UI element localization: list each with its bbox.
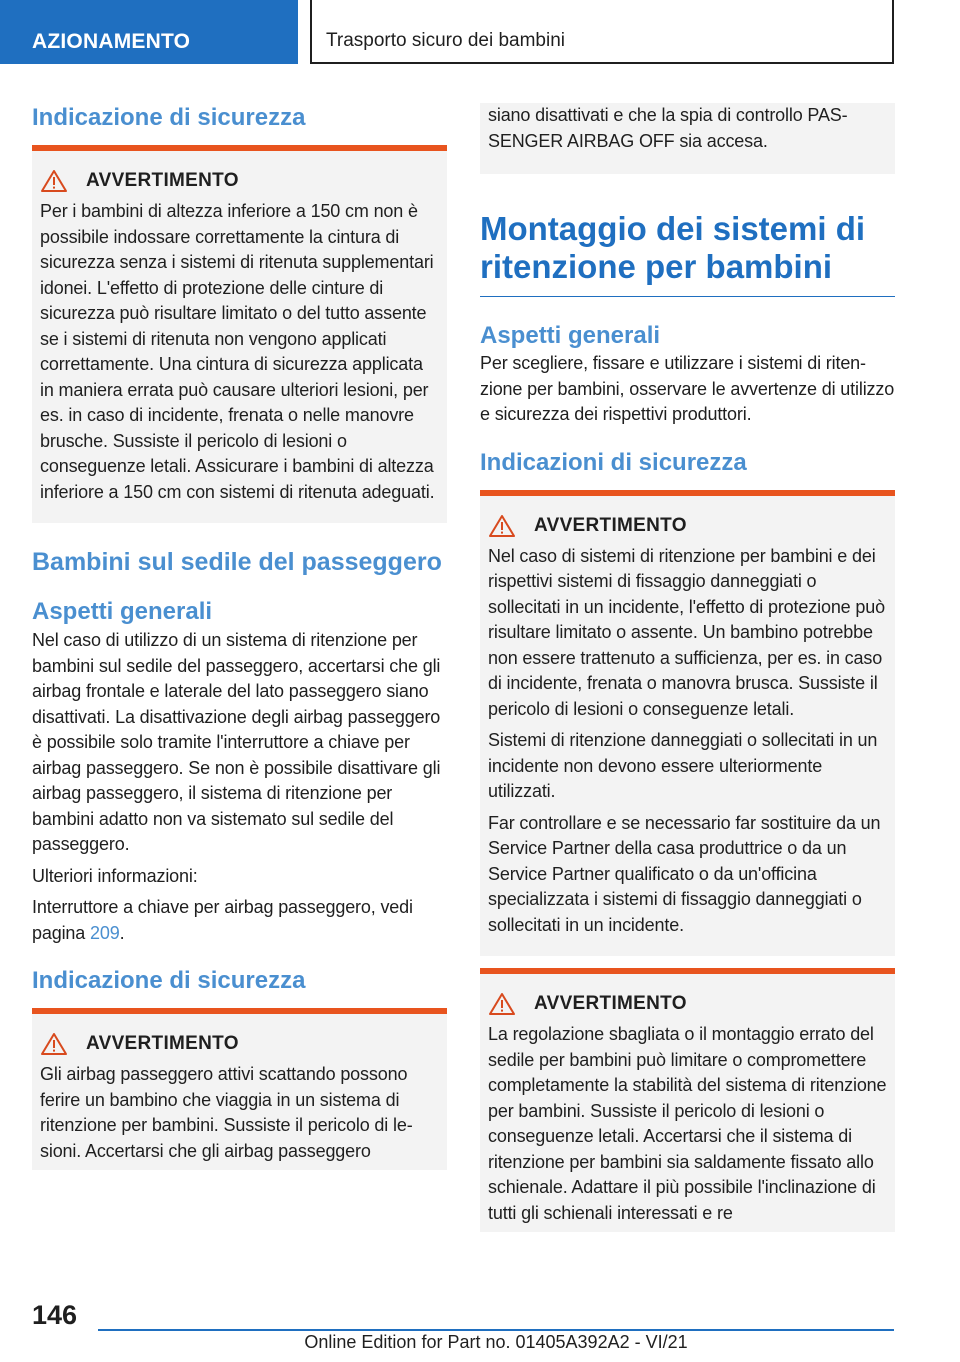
section-heading-safety-plural: Indicazioni di sicurezza	[480, 448, 747, 476]
warning-title: AVVERTIMENTO	[86, 170, 239, 191]
paragraph-more-info: Ulteriori informazioni:	[32, 865, 198, 886]
section-heading-passenger-seat: Bambini sul sedile del passeggero	[32, 548, 442, 576]
section-heading-safety-2: Indicazione di sicurezza	[32, 967, 306, 994]
warning-triangle-icon	[488, 514, 516, 538]
warning-text: Nel caso di sistemi di ritenzione per bambini e dei rispettivi sistemi di fissaggio danneggiati o sollecitati in un incidente, l'effetto di protezione può risultare limitato o assente. Un bambino potrebbe non essere trattenuto a sufficienza, per es. in caso di incidente, frenata o manovra brusca. Sussiste il pericolo di lesioni o conseguenze letali.	[488, 545, 885, 719]
left-column	[32, 0, 447, 1170]
footer-rule	[98, 1329, 894, 1331]
header-title: Trasporto sicuro dei bambini	[326, 30, 566, 51]
right-column	[480, 0, 895, 1232]
warning-text: Sistemi di ritenzione danneggiati o sollecitati in un incidente non devono essere ulteriormente utilizzati.	[488, 730, 878, 801]
reference-text: Interruttore a chiave per airbag passeggero, vedi pagina	[32, 897, 413, 943]
subheading-general: Aspetti generali	[32, 598, 213, 625]
page-number: 146	[32, 1300, 78, 1330]
subheading-general: Aspetti generali	[480, 322, 661, 349]
paragraph-passenger-seat: Nel caso di utilizzo di un sistema di ritenzione per bambini sul sedile del passeggero, accertarsi che gli airbag frontale e laterale del lato passeggero siano disattivati. La disattivazione degli airbag passeggero è possibile solo tramite l'interruttore a chiave per airbag passeggero. Se non è possibile disattivare gli airbag passeggero, il sistema di ritenzione per bambini adatto non va sistemato sul sedile del passeggero.	[32, 630, 441, 854]
continuation-text: siano disattivati e che la spia di controllo PASSENGER AIRBAG OFF sia accesa.	[488, 105, 848, 151]
warning-text: Gli airbag passeggero attivi scattando possono ferire un bambino che viaggia in un sistema di ritenzione per bambini. Sussiste il pericolo di lesioni. Accertarsi che gli airbag passeggero	[40, 1064, 413, 1161]
warning-box	[480, 968, 895, 1232]
page-link[interactable]: 209	[90, 922, 120, 943]
paragraph-reference	[32, 895, 447, 946]
paragraph-general: Per scegliere, fissare e utilizzare i sistemi di ritenzione per bambini, osservare le avvertenze di utilizzo e sicurezza dei rispettivi produttori.	[480, 353, 895, 424]
warning-triangle-icon	[488, 992, 516, 1016]
warning-box	[480, 490, 895, 957]
warning-text: Per i bambini di altezza inferiore a 150 cm non è possibile indossare correttamente la cintura di sicurezza senza i sistemi di ritenuta supplementari idonei. L'effetto di protezione delle cinture di sicurezza può risultare limitato o del tutto assente se i sistemi di ritenuta non vengono applicati correttamente. Una cintura di sicurezza applicata in maniera errata può causare ulteriori lesioni, per es. in caso di incidente, frenata o nelle manovre brusche. Sussiste il pericolo di lesioni o conseguenze letali. Assicurare i bambini di altezza inferiore a 150 cm con sistemi di ritenuta adeguati.	[40, 201, 435, 502]
warning-box	[32, 1008, 447, 1170]
footer-edition: Online Edition for Part no. 01405A392A2 - VI/21	[304, 1332, 688, 1352]
reference-suffix: .	[119, 922, 125, 943]
warning-continuation	[480, 103, 895, 174]
warning-box	[32, 145, 447, 523]
warning-title: AVVERTIMENTO	[534, 993, 687, 1014]
warning-title: AVVERTIMENTO	[86, 1033, 239, 1054]
header-section-label: AZIONAMENTO	[32, 30, 191, 53]
section-heading-safety: Indicazione di sicurezza	[32, 104, 306, 131]
warning-triangle-icon	[40, 169, 68, 193]
warning-text: La regolazione sbagliata o il montaggio errato del sedile per bambini può limitare o compromettere completamente la stabilità del sistema di ritenzione per bambini. Sussiste il pericolo di lesioni o conseguenze letali. Accertarsi che il sistema di ritenzione per bambini sia saldamente fissato allo schienale. Adattare il più possibile l'inclinazione di tutti gli schienali interessati e re	[488, 1024, 887, 1223]
chapter-heading: Montaggio dei sistemi di ritenzione per bambini	[480, 210, 866, 285]
warning-text: Far controllare e se necessario far sostituire da un Service Partner della casa produttrice o da un Service Partner qualificato o da un'officina specializzata i sistemi di fissaggio danneggiati o sollecitati in un incidente.	[488, 812, 881, 935]
warning-title: AVVERTIMENTO	[534, 514, 687, 536]
warning-triangle-icon	[40, 1032, 68, 1056]
